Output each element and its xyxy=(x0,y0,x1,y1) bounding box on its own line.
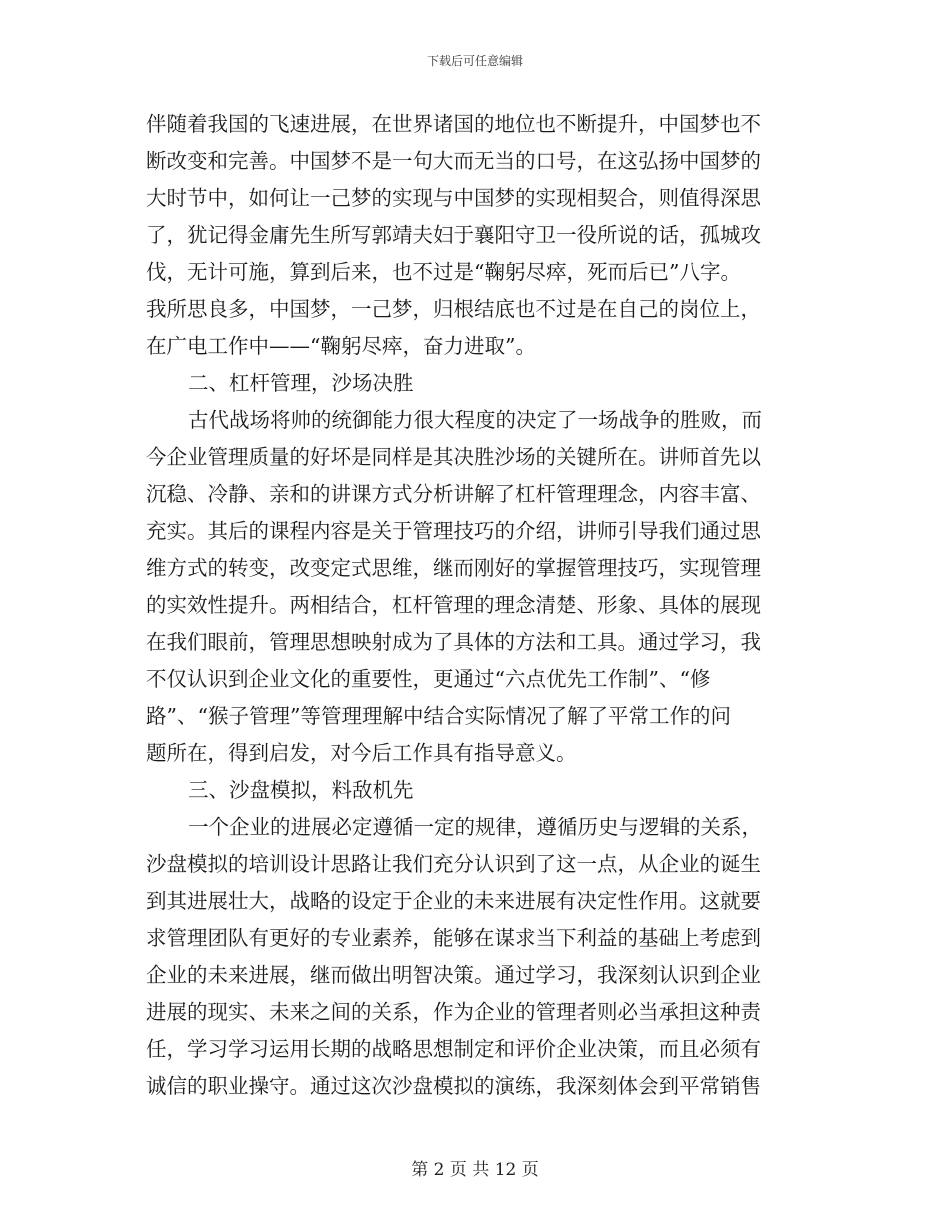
paragraph-line: 企业的未来进展，继而做出明智决策。通过学习，我深刻认识到企业 xyxy=(146,963,761,987)
paragraph-line: 路”、“猴子管理”等管理理解中结合实际情况了解了平常工作的问 xyxy=(146,704,731,728)
paragraph-line: 大时节中，如何让一己梦的实现与中国梦的实现相契合，则值得深思 xyxy=(146,186,761,210)
paragraph-line: 伐，无计可施，算到后来，也不过是“鞠躬尽瘁，死而后已”八字。 xyxy=(146,260,741,284)
paragraph-line: 到其进展壮大，战略的设定于企业的未来进展有决定性作用。这就要 xyxy=(146,889,761,913)
paragraph-line: 了，犹记得金庸先生所写郭靖夫妇于襄阳守卫一役所说的话，孤城攻 xyxy=(146,223,761,247)
paragraph-line: 在我们眼前，管理思想映射成为了具体的方法和工具。通过学习，我 xyxy=(146,630,761,654)
paragraph-line: 我所思良多，中国梦，一己梦，归根结底也不过是在自己的岗位上， xyxy=(146,297,761,321)
paragraph-line: 进展的现实、未来之间的关系，作为企业的管理者则必当承担这种责 xyxy=(146,1000,761,1024)
paragraph-line: 沙盘模拟的培训设计思路让我们充分认识到了这一点，从企业的诞生 xyxy=(146,852,761,876)
paragraph-line: 任，学习学习运用长期的战略思想制定和评价企业决策，而且必须有 xyxy=(146,1037,761,1061)
paragraph-line: 的实效性提升。两相结合，杠杆管理的理念清楚、形象、具体的展现 xyxy=(146,593,761,617)
section-heading: 二、杠杆管理，沙场决胜 xyxy=(188,371,414,395)
paragraph-line: 古代战场将帅的统御能力很大程度的决定了一场战争的胜败，而 xyxy=(188,408,762,432)
paragraph-line: 一个企业的进展必定遵循一定的规律，遵循历史与逻辑的关系， xyxy=(188,815,762,839)
paragraph-line: 不仅认识到企业文化的重要性，更通过“六点优先工作制”、“修 xyxy=(146,667,711,691)
paragraph-line: 维方式的转变，改变定式思维，继而刚好的掌握管理技巧，实现管理 xyxy=(146,556,761,580)
paragraph-line: 充实。其后的课程内容是关于管理技巧的介绍，讲师引导我们通过思 xyxy=(146,519,761,543)
paragraph-line: 断改变和完善。中国梦不是一句大而无当的口号，在这弘扬中国梦的 xyxy=(146,149,761,173)
section-heading: 三、沙盘模拟，料敌机先 xyxy=(188,778,414,802)
paragraph-line: 在广电工作中——“鞠躬尽瘁，奋力进取”。 xyxy=(146,334,536,358)
header-note: 下载后可任意编辑 xyxy=(426,54,523,68)
paragraph-line: 今企业管理质量的好坏是同样是其决胜沙场的关键所在。讲师首先以 xyxy=(146,445,761,469)
paragraph-line: 求管理团队有更好的专业素养，能够在谋求当下利益的基础上考虑到 xyxy=(146,926,761,950)
page-number: 第 2 页 共 12 页 xyxy=(411,1160,539,1180)
paragraph-line: 诚信的职业操守。通过这次沙盘模拟的演练，我深刻体会到平常销售 xyxy=(146,1074,761,1098)
paragraph-line: 题所在，得到启发，对今后工作具有指导意义。 xyxy=(146,741,577,765)
paragraph-line: 伴随着我国的飞速进展，在世界诸国的地位也不断提升，中国梦也不 xyxy=(146,112,761,136)
document-body xyxy=(146,106,796,1105)
paragraph-line: 沉稳、冷静、亲和的讲课方式分析讲解了杠杆管理理念，内容丰富、 xyxy=(146,482,761,506)
